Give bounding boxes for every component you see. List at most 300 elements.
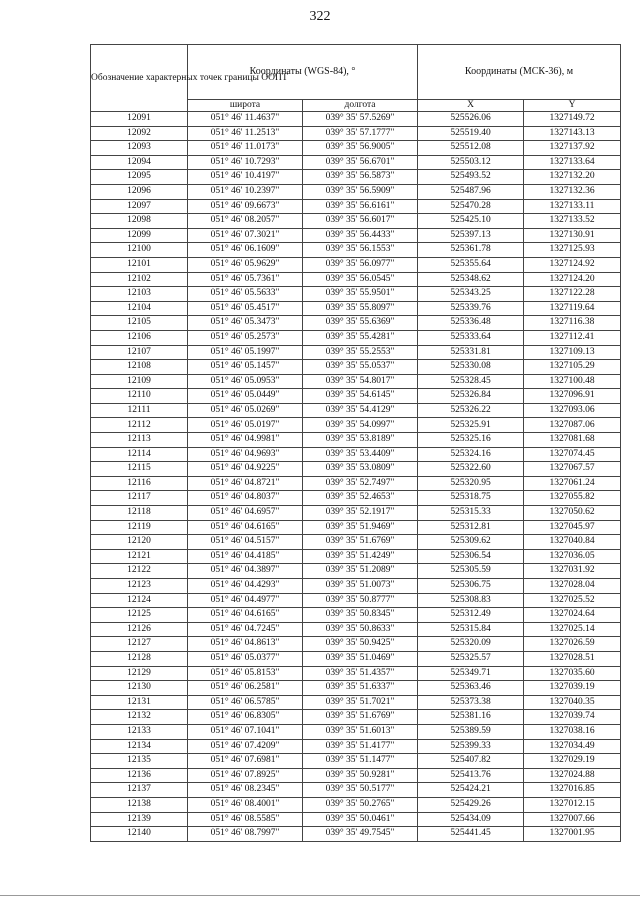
latitude-cell: 051° 46' 07.3021" [188,228,303,243]
table-row [91,739,621,754]
longitude-cell: 039° 35' 56.4433" [303,228,418,243]
table-row [91,622,621,637]
table-row [91,155,621,170]
y-cell: 1327143.13 [524,126,621,141]
y-cell: 1327124.20 [524,272,621,287]
x-cell: 525373.38 [418,695,524,710]
table-row [91,199,621,214]
x-cell: 525336.48 [418,316,524,331]
y-cell: 1327109.13 [524,345,621,360]
x-cell: 525312.49 [418,608,524,623]
table-row [91,783,621,798]
table-row [91,710,621,725]
latitude-cell: 051° 46' 04.5157" [188,535,303,550]
bottom-rule [0,895,640,896]
y-cell: 1327112.41 [524,330,621,345]
latitude-cell: 051° 46' 05.7361" [188,272,303,287]
latitude-cell: 051° 46' 05.9629" [188,257,303,272]
x-cell: 525312.81 [418,520,524,535]
point-id-cell: 12116 [91,476,188,491]
y-cell: 1327133.11 [524,199,621,214]
longitude-cell: 039° 35' 55.2553" [303,345,418,360]
longitude-cell: 039° 35' 56.6017" [303,214,418,229]
x-cell: 525355.64 [418,257,524,272]
x-cell: 525333.64 [418,330,524,345]
longitude-cell: 039° 35' 56.6161" [303,199,418,214]
header-y: Y [524,100,621,112]
longitude-cell: 039° 35' 56.6701" [303,155,418,170]
x-cell: 525349.71 [418,666,524,681]
table-row [91,141,621,156]
point-id-cell: 12135 [91,754,188,769]
latitude-cell: 051° 46' 04.6165" [188,608,303,623]
latitude-cell: 051° 46' 04.9225" [188,462,303,477]
x-cell: 525325.16 [418,433,524,448]
longitude-cell: 039° 35' 53.0809" [303,462,418,477]
header-point-designation: Обозначение характерных точек границы ООПТ [91,45,188,112]
longitude-cell: 039° 35' 52.1917" [303,506,418,521]
point-id-cell: 12106 [91,330,188,345]
table-row [91,345,621,360]
table-row [91,812,621,827]
longitude-cell: 039° 35' 55.4281" [303,330,418,345]
table-row [91,549,621,564]
longitude-cell: 039° 35' 51.6769" [303,535,418,550]
longitude-cell: 039° 35' 55.6369" [303,316,418,331]
x-cell: 525470.28 [418,199,524,214]
table-row [91,564,621,579]
table-row [91,681,621,696]
latitude-cell: 051° 46' 04.9693" [188,447,303,462]
point-id-cell: 12121 [91,549,188,564]
header-msk36: Координаты (МСК-36), м [418,45,621,100]
y-cell: 1327137.92 [524,141,621,156]
table-row [91,579,621,594]
y-cell: 1327132.20 [524,170,621,185]
point-id-cell: 12110 [91,389,188,404]
point-id-cell: 12105 [91,316,188,331]
y-cell: 1327007.66 [524,812,621,827]
y-cell: 1327124.92 [524,257,621,272]
point-id-cell: 12093 [91,141,188,156]
table-row [91,287,621,302]
table-row [91,520,621,535]
longitude-cell: 039° 35' 50.9281" [303,768,418,783]
x-cell: 525315.33 [418,506,524,521]
x-cell: 525407.82 [418,754,524,769]
y-cell: 1327119.64 [524,301,621,316]
longitude-cell: 039° 35' 51.1477" [303,754,418,769]
point-id-cell: 12109 [91,374,188,389]
point-id-cell: 12123 [91,579,188,594]
y-cell: 1327149.72 [524,112,621,127]
x-cell: 525339.76 [418,301,524,316]
latitude-cell: 051° 46' 05.5633" [188,287,303,302]
latitude-cell: 051° 46' 07.8925" [188,768,303,783]
point-id-cell: 12108 [91,360,188,375]
longitude-cell: 039° 35' 51.6337" [303,681,418,696]
latitude-cell: 051° 46' 05.0449" [188,389,303,404]
point-id-cell: 12099 [91,228,188,243]
latitude-cell: 051° 46' 04.8613" [188,637,303,652]
longitude-cell: 039° 35' 56.9005" [303,141,418,156]
table-row [91,316,621,331]
y-cell: 1327040.84 [524,535,621,550]
latitude-cell: 051° 46' 11.0173" [188,141,303,156]
latitude-cell: 051° 46' 06.1609" [188,243,303,258]
table-row [91,827,621,842]
y-cell: 1327025.14 [524,622,621,637]
point-id-cell: 12133 [91,724,188,739]
y-cell: 1327133.64 [524,155,621,170]
x-cell: 525315.84 [418,622,524,637]
y-cell: 1327029.19 [524,754,621,769]
x-cell: 525503.12 [418,155,524,170]
longitude-cell: 039° 35' 54.6145" [303,389,418,404]
latitude-cell: 051° 46' 07.4209" [188,739,303,754]
x-cell: 525326.84 [418,389,524,404]
longitude-cell: 039° 35' 51.9469" [303,520,418,535]
x-cell: 525397.13 [418,228,524,243]
latitude-cell: 051° 46' 04.4293" [188,579,303,594]
latitude-cell: 051° 46' 10.7293" [188,155,303,170]
y-cell: 1327067.57 [524,462,621,477]
y-cell: 1327034.49 [524,739,621,754]
table-row [91,768,621,783]
longitude-cell: 039° 35' 50.8777" [303,593,418,608]
latitude-cell: 051° 46' 05.0953" [188,374,303,389]
coordinates-table [90,44,621,842]
longitude-cell: 039° 35' 55.0537" [303,360,418,375]
point-id-cell: 12130 [91,681,188,696]
x-cell: 525328.45 [418,374,524,389]
y-cell: 1327012.15 [524,797,621,812]
x-cell: 525306.54 [418,549,524,564]
table-row [91,301,621,316]
longitude-cell: 039° 35' 51.6769" [303,710,418,725]
longitude-cell: 039° 35' 51.0073" [303,579,418,594]
latitude-cell: 051° 46' 08.2057" [188,214,303,229]
x-cell: 525324.16 [418,447,524,462]
x-cell: 525363.46 [418,681,524,696]
point-id-cell: 12127 [91,637,188,652]
x-cell: 525305.59 [418,564,524,579]
point-id-cell: 12107 [91,345,188,360]
x-cell: 525325.57 [418,651,524,666]
x-cell: 525322.60 [418,462,524,477]
table-row [91,403,621,418]
header-latitude: широта [188,100,303,112]
point-id-cell: 12120 [91,535,188,550]
longitude-cell: 039° 35' 57.1777" [303,126,418,141]
x-cell: 525425.10 [418,214,524,229]
latitude-cell: 051° 46' 04.6165" [188,520,303,535]
y-cell: 1327001.95 [524,827,621,842]
point-id-cell: 12117 [91,491,188,506]
x-cell: 525429.26 [418,797,524,812]
x-cell: 525434.09 [418,812,524,827]
point-id-cell: 12094 [91,155,188,170]
x-cell: 525526.06 [418,112,524,127]
longitude-cell: 039° 35' 55.9501" [303,287,418,302]
longitude-cell: 039° 35' 50.2765" [303,797,418,812]
latitude-cell: 051° 46' 11.2513" [188,126,303,141]
table-row [91,754,621,769]
longitude-cell: 039° 35' 56.5909" [303,184,418,199]
table-row [91,462,621,477]
latitude-cell: 051° 46' 05.3473" [188,316,303,331]
longitude-cell: 039° 35' 53.8189" [303,433,418,448]
x-cell: 525441.45 [418,827,524,842]
latitude-cell: 051° 46' 04.7245" [188,622,303,637]
latitude-cell: 051° 46' 04.8037" [188,491,303,506]
latitude-cell: 051° 46' 07.1041" [188,724,303,739]
table-row [91,170,621,185]
table-row [91,330,621,345]
y-cell: 1327028.04 [524,579,621,594]
y-cell: 1327132.36 [524,184,621,199]
latitude-cell: 051° 46' 07.6981" [188,754,303,769]
longitude-cell: 039° 35' 51.6013" [303,724,418,739]
x-cell: 525381.16 [418,710,524,725]
latitude-cell: 051° 46' 06.2581" [188,681,303,696]
x-cell: 525361.78 [418,243,524,258]
table-row [91,637,621,652]
latitude-cell: 051° 46' 05.8153" [188,666,303,681]
longitude-cell: 039° 35' 53.4409" [303,447,418,462]
longitude-cell: 039° 35' 56.5873" [303,170,418,185]
point-id-cell: 12101 [91,257,188,272]
longitude-cell: 039° 35' 54.4129" [303,403,418,418]
latitude-cell: 051° 46' 06.8305" [188,710,303,725]
y-cell: 1327096.91 [524,389,621,404]
longitude-cell: 039° 35' 51.7021" [303,695,418,710]
table-row [91,112,621,127]
table-row [91,608,621,623]
y-cell: 1327024.88 [524,768,621,783]
table-row [91,228,621,243]
header-x: X [418,100,524,112]
point-id-cell: 12115 [91,462,188,477]
y-cell: 1327130.91 [524,228,621,243]
table-row [91,651,621,666]
point-id-cell: 12138 [91,797,188,812]
point-id-cell: 12136 [91,768,188,783]
y-cell: 1327039.74 [524,710,621,725]
longitude-cell: 039° 35' 54.0997" [303,418,418,433]
x-cell: 525519.40 [418,126,524,141]
x-cell: 525306.75 [418,579,524,594]
point-id-cell: 12119 [91,520,188,535]
x-cell: 525424.21 [418,783,524,798]
x-cell: 525320.95 [418,476,524,491]
table-row [91,476,621,491]
x-cell: 525309.62 [418,535,524,550]
longitude-cell: 039° 35' 51.4249" [303,549,418,564]
x-cell: 525389.59 [418,724,524,739]
header-longitude: долгота [303,100,418,112]
latitude-cell: 051° 46' 08.5585" [188,812,303,827]
latitude-cell: 051° 46' 04.4977" [188,593,303,608]
latitude-cell: 051° 46' 04.8721" [188,476,303,491]
y-cell: 1327105.29 [524,360,621,375]
latitude-cell: 051° 46' 10.2397" [188,184,303,199]
point-id-cell: 12129 [91,666,188,681]
y-cell: 1327040.35 [524,695,621,710]
x-cell: 525399.33 [418,739,524,754]
latitude-cell: 051° 46' 06.5785" [188,695,303,710]
x-cell: 525308.83 [418,593,524,608]
latitude-cell: 051° 46' 05.4517" [188,301,303,316]
y-cell: 1327100.48 [524,374,621,389]
latitude-cell: 051° 46' 04.4185" [188,549,303,564]
longitude-cell: 039° 35' 52.4653" [303,491,418,506]
y-cell: 1327087.06 [524,418,621,433]
longitude-cell: 039° 35' 51.0469" [303,651,418,666]
point-id-cell: 12125 [91,608,188,623]
y-cell: 1327031.92 [524,564,621,579]
page-number: 322 [309,9,331,24]
latitude-cell: 051° 46' 08.2345" [188,783,303,798]
longitude-cell: 039° 35' 50.5177" [303,783,418,798]
longitude-cell: 039° 35' 56.0977" [303,257,418,272]
latitude-cell: 051° 46' 05.1997" [188,345,303,360]
point-id-cell: 12091 [91,112,188,127]
latitude-cell: 051° 46' 09.6673" [188,199,303,214]
latitude-cell: 051° 46' 08.4001" [188,797,303,812]
y-cell: 1327025.52 [524,593,621,608]
y-cell: 1327093.06 [524,403,621,418]
x-cell: 525320.09 [418,637,524,652]
point-id-cell: 12124 [91,593,188,608]
point-id-cell: 12134 [91,739,188,754]
longitude-cell: 039° 35' 50.8633" [303,622,418,637]
table-row [91,272,621,287]
point-id-cell: 12128 [91,651,188,666]
point-id-cell: 12114 [91,447,188,462]
x-cell: 525343.25 [418,287,524,302]
y-cell: 1327061.24 [524,476,621,491]
point-id-cell: 12103 [91,287,188,302]
x-cell: 525330.08 [418,360,524,375]
latitude-cell: 051° 46' 08.7997" [188,827,303,842]
y-cell: 1327026.59 [524,637,621,652]
longitude-cell: 039° 35' 55.8097" [303,301,418,316]
y-cell: 1327050.62 [524,506,621,521]
table-row [91,374,621,389]
y-cell: 1327039.19 [524,681,621,696]
y-cell: 1327036.05 [524,549,621,564]
longitude-cell: 039° 35' 50.8345" [303,608,418,623]
point-id-cell: 12118 [91,506,188,521]
y-cell: 1327133.52 [524,214,621,229]
table-row [91,214,621,229]
x-cell: 525487.96 [418,184,524,199]
longitude-cell: 039° 35' 51.2089" [303,564,418,579]
table-row [91,535,621,550]
point-id-cell: 12097 [91,199,188,214]
longitude-cell: 039° 35' 51.4177" [303,739,418,754]
x-cell: 525512.08 [418,141,524,156]
point-id-cell: 12098 [91,214,188,229]
point-id-cell: 12092 [91,126,188,141]
longitude-cell: 039° 35' 50.9425" [303,637,418,652]
table-row [91,433,621,448]
table-row [91,695,621,710]
y-cell: 1327045.97 [524,520,621,535]
x-cell: 525325.91 [418,418,524,433]
x-cell: 525318.75 [418,491,524,506]
y-cell: 1327055.82 [524,491,621,506]
point-id-cell: 12095 [91,170,188,185]
point-id-cell: 12122 [91,564,188,579]
table-row [91,797,621,812]
point-id-cell: 12100 [91,243,188,258]
y-cell: 1327028.51 [524,651,621,666]
latitude-cell: 051° 46' 11.4637" [188,112,303,127]
longitude-cell: 039° 35' 56.1553" [303,243,418,258]
point-id-cell: 12113 [91,433,188,448]
table-body [91,112,621,842]
point-id-cell: 12140 [91,827,188,842]
latitude-cell: 051° 46' 05.0377" [188,651,303,666]
point-id-cell: 12102 [91,272,188,287]
latitude-cell: 051° 46' 04.3897" [188,564,303,579]
point-id-cell: 12131 [91,695,188,710]
header-wgs84: Координаты (WGS-84), ° [188,45,418,100]
longitude-cell: 039° 35' 54.8017" [303,374,418,389]
table-row [91,360,621,375]
table-row [91,666,621,681]
table-row [91,389,621,404]
x-cell: 525326.22 [418,403,524,418]
point-id-cell: 12111 [91,403,188,418]
y-cell: 1327035.60 [524,666,621,681]
longitude-cell: 039° 35' 51.4357" [303,666,418,681]
table-row [91,257,621,272]
longitude-cell: 039° 35' 57.5269" [303,112,418,127]
table-row [91,491,621,506]
table-row [91,126,621,141]
y-cell: 1327024.64 [524,608,621,623]
latitude-cell: 051° 46' 10.4197" [188,170,303,185]
latitude-cell: 051° 46' 04.9981" [188,433,303,448]
x-cell: 525493.52 [418,170,524,185]
point-id-cell: 12104 [91,301,188,316]
longitude-cell: 039° 35' 49.7545" [303,827,418,842]
point-id-cell: 12096 [91,184,188,199]
table-row [91,593,621,608]
point-id-cell: 12132 [91,710,188,725]
longitude-cell: 039° 35' 52.7497" [303,476,418,491]
point-id-cell: 12139 [91,812,188,827]
table-row [91,447,621,462]
latitude-cell: 051° 46' 05.0197" [188,418,303,433]
point-id-cell: 12137 [91,783,188,798]
y-cell: 1327038.16 [524,724,621,739]
y-cell: 1327125.93 [524,243,621,258]
longitude-cell: 039° 35' 56.0545" [303,272,418,287]
point-id-cell: 12112 [91,418,188,433]
x-cell: 525331.81 [418,345,524,360]
longitude-cell: 039° 35' 50.0461" [303,812,418,827]
latitude-cell: 051° 46' 04.6957" [188,506,303,521]
x-cell: 525348.62 [418,272,524,287]
y-cell: 1327074.45 [524,447,621,462]
y-cell: 1327122.28 [524,287,621,302]
latitude-cell: 051° 46' 05.1457" [188,360,303,375]
table-row [91,243,621,258]
